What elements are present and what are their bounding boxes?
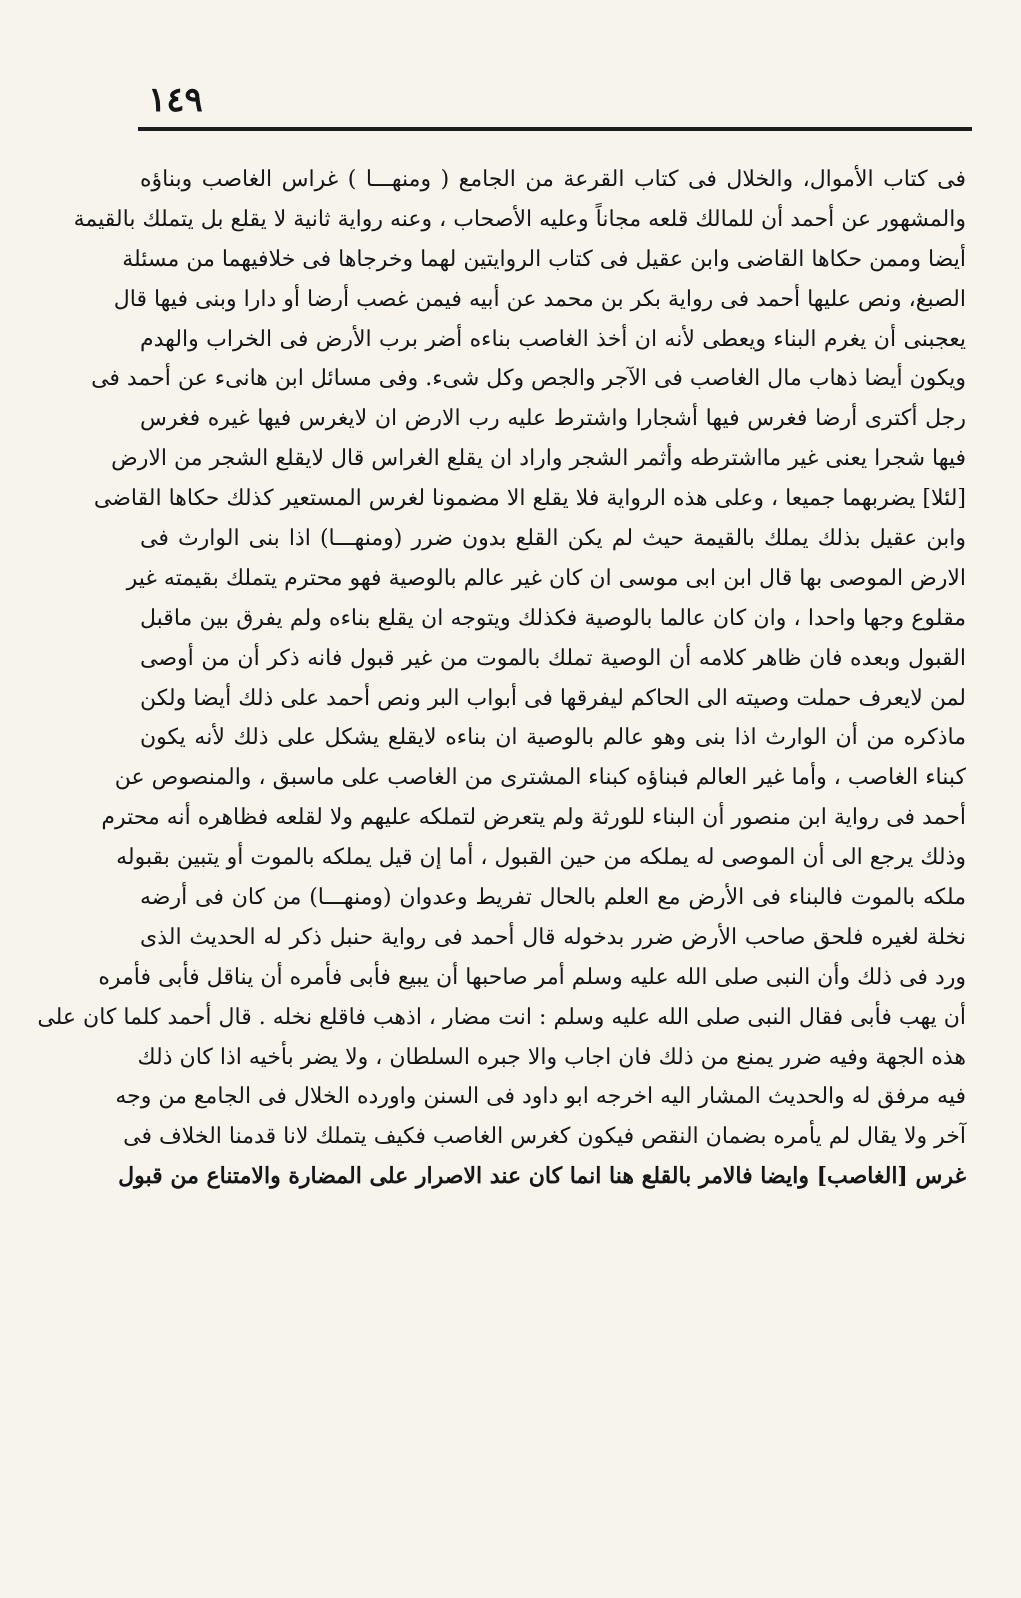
text-line: هذه الجهة وفيه ضرر يمنع من ذلك فان اجاب والا جبره السلطان ، ولا يضر بأخيه اذا كان ذلك: [137, 1044, 966, 1070]
text-line: غرس [الغاصب] وايضا فالامر بالقلع هنا انما كان عند الاصرار على المضارة والامتناع من قبول: [118, 1163, 966, 1190]
text-line: ورد فى ذلك وأن النبى صلى الله عليه وسلم أمر صاحبها أن يبيع فأبى فأمره أن يناقل فأبى فأمره: [98, 964, 966, 990]
text-line: ملكه بالموت فالبناء فى الأرض مع العلم بالحال تفريط وعدوان (ومنهـــا) من كان فى أرضه: [140, 885, 966, 911]
text-line: والمشهور عن أحمد أن للمالك قلعه مجاناً وعليه الأصحاب ، وعنه رواية ثانية لا يقلع بل يتملك بالقيمة: [73, 206, 966, 232]
text-line: وابن عقيل بذلك يملك بالقيمة حيث لم يكن القلع بدون ضرر (ومنهـــا) اذا بنى الوارث فى: [140, 526, 966, 552]
text-line: رجل أكترى أرضا فغرس فيها أشجارا واشترط عليه رب الارض ان لايغرس فيها غيره فغرس: [140, 406, 966, 432]
text-line: الصبغ، ونص عليها أحمد فى رواية بكر بن محمد عن أبيه فيمن غصب أرضا أو دارا وبنى فيها قال: [113, 286, 966, 312]
text-line: ماذكره من أن الوارث اذا بنى وهو عالم بالوصية ان بناءه لايقلع يشكل على ذلك لأنه يكون: [140, 725, 966, 751]
text-line: آخر ولا يقال لم يأمره بضمان النقص فيكون كغرس الغاصب فكيف يتملك لانا قدمنا الخلاف فى: [123, 1124, 966, 1150]
text-line: أحمد فى رواية ابن منصور أن البناء للورثة ولم يتعرض لتملكه عليهم ولا لقلعه فظاهره أنه محترم: [101, 805, 966, 831]
text-line: أيضا وممن حكاها القاضى وابن عقيل فى كتاب الروايتين لهما وخرجاها فى خلافيهما من مسئلة: [122, 246, 966, 272]
text-line: لمن لايعرف حملت وصيته الى الحاكم ليفرقها فى أبواب البر ونص أحمد على ذلك أيضا ولكن: [140, 685, 966, 711]
text-line: وذلك يرجع الى أن الموصى له يملكه من حين القبول ، أما إن قيل يملكه بالموت أو يتبين بقبوله: [116, 845, 966, 871]
header-rule: [138, 127, 972, 131]
text-line: ويكون أيضا ذهاب مال الغاصب فى الآجر والجص وكل شىء. وفى مسائل ابن هانىء عن أحمد فى: [91, 366, 966, 392]
text-line: فى كتاب الأموال، والخلال فى كتاب القرعة من الجامع ( ومنهـــا ) غراس الغاصب وبناؤه: [140, 167, 966, 192]
text-line: نخلة لغيره فلحق صاحب الأرض ضرر بدخوله قال أحمد فى رواية حنبل ذكر له الحديث الذى: [140, 924, 966, 950]
text-line: الارض الموصى بها قال ابن ابى موسى ان كان غير عالم بالوصية فهو محترم يتملك بقيمته غير: [126, 565, 966, 591]
text-line: فيها شجرا يعنى غير مااشترطه وأثمر الشجر واراد ان يقلع الغراس قال لايقلع الشجر من الارض: [111, 446, 966, 472]
text-line: فيه مرفق له والحديث المشار اليه اخرجه ابو داود فى السنن واورده الخلال فى الجامع من وجه: [115, 1084, 966, 1110]
body-text: [37, 160, 966, 1197]
text-line: كبناء الغاصب ، وأما غير العالم فبناؤه كبناء المشترى من الغاصب على ماسبق ، والمنصوص عن: [114, 765, 966, 791]
text-line: القبول وبعده فان ظاهر كلامه أن الوصية تملك بالموت من غير قبول فانه ذكر أن من أوصى: [140, 645, 966, 671]
text-line: [لئلا] يضربهما جميعا ، وعلى هذه الرواية فلا يقلع الا مضمونا لغرس المستعير كذلك حكاها القاضى: [93, 486, 966, 512]
page-number: ١٤٩: [148, 80, 203, 120]
text-line: يعجبنى أن يغرم البناء ويعطى لأنه ان أخذ الغاصب بناءه أضر برب الأرض فى الخراب والهدم: [140, 326, 966, 352]
text-line: مقلوع وجها واحدا ، وان كان عالما بالوصية فكذلك ويتوجه ان يقلع بناءه ولم يفرق بين ماقبل: [140, 605, 966, 631]
text-line: أن يهب فأبى فقال النبى صلى الله عليه وسلم : انت مضار ، اذهب فاقلع نخله . قال أحمد كلما كان على: [37, 1004, 966, 1030]
